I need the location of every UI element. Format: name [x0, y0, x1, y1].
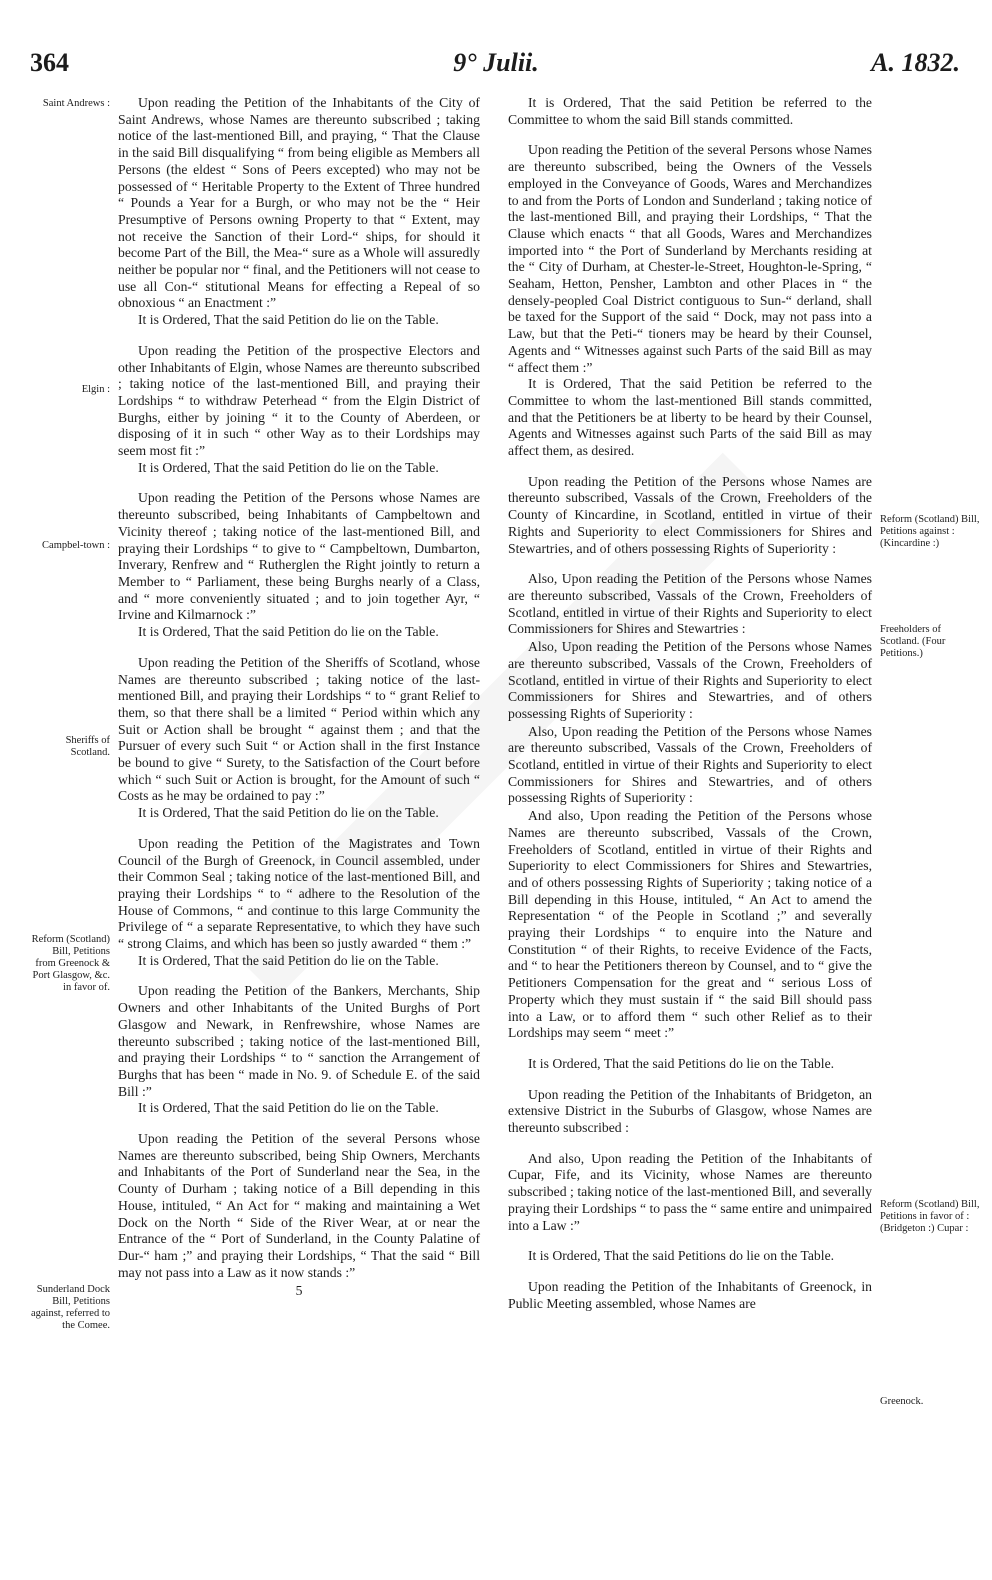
petition-paragraph: Upon reading the Petition of the several Persons whose Names are thereunto subscribed, being the Owners of the Vessels employed in the Conveyance of Goods, Wares and Merchandizes to and from the Ports of London and Sunderland ; taking notice of the last-mentioned Bill, and praying their Lordships, “ That the Clause which enacts “ that all Goods, Wares and Merchandizes imported into “ the Port of Sunderland by Merchants residing at the “ City of Durham, at Chester-le-Street, Houghton-le-Spring, “ Seaham, Hetton, Pensher, Lambton and other Places in “ the densely-peopled Coal District contiguous to Sun-“ derland, shall be taxed for the Support of the said “ Dock, may not pass into a Law, but that the Peti-“ tioners may be heard by their Counsel, Agents and “ Witnesses against such Parts of the said Bill as may “ affect them :” [508, 142, 873, 375]
right-column [508, 95, 872, 1312]
page-date: 9° Julii. [453, 48, 539, 77]
petition-paragraph: Upon reading the Petition of the Inhabitants of Greenock, in Public Meeting assembled, whose Names are [508, 1279, 872, 1311]
margin-note-right: Reform (Scotland) Bill, Petitions in favor of : (Bridgeton :) Cupar : [880, 1199, 980, 1234]
petition-paragraph: Upon reading the Petition of the several Persons whose Names are thereunto subscribed, being Ship Owners, Merchants and Inhabitants of the Port of Sunderland near the Sea, in the County of Durham ; taking notice of a Bill depending in this House, intituled, “ An Act for “ making and maintaining a Wet Dock on the North “ Side of the River Wear, at or near the Entrance of the “ Port of Sunderland, in the County Palatine of Dur-“ ham ;” and praying their Lordships, “ That the said “ Bill may not pass into a Law as it now stands :” [118, 1131, 480, 1280]
left-column [118, 95, 480, 1300]
order-paragraph: It is Ordered, That the said Petition be referred to the Committee to whom the last-mentioned Bill stands committed, and that the Petitioners be at liberty to be heard by their Counsel, Agents and Witnesses against such Parts of the said Bill as may affect them, as desired. [508, 376, 872, 459]
margin-note-left: Reform (Scotland) Bill, Petitions from Greenock & Port Glasgow, &c. in favor of. [31, 934, 110, 993]
petition-paragraph: Upon reading the Petition of the Sheriffs of Scotland, whose Names are thereunto subscribed ; taking notice of the last-mentioned Bill, and praying their Lordships “ to “ grant Relief to them, so that there shall be a limited “ Period within which any Suit or Action shall be brought “ against them ; and that the Pursuer of every such Suit “ or Action shall in the first Instance be bound to give “ Surety, to the Satisfaction of the Court before which “ such Suit or Action is brought, for the Amount of such “ Costs as he may be ordained to pay :” [118, 654, 480, 804]
petition-paragraph: And also, Upon reading the Petition of the Inhabitants of Cupar, Fife, and its Vicinity, whose Names are thereunto subscribed ; taking notice of the last-mentioned Bill, and severally praying their Lordships “ to pass the “ same entire and unimpaired into a Law :” [508, 1150, 872, 1233]
margin-note-left: Sheriffs of Scotland. [65, 735, 110, 758]
petition-paragraph: Also, Upon reading the Petition of the Persons whose Names are thereunto subscribed, Vassals of the Crown, Freeholders of Scotland, entitled in virtue of their Rights and Superiority to elect Commissioners for Shires and Stewartries : [508, 571, 872, 637]
petition-paragraph: Upon reading the Petition of the Persons whose Names are thereunto subscribed, being Inhabitants of Campbeltown and Vicinity thereof ; taking notice of the last-mentioned Bill, and praying their Lordships “ to give to “ Campbeltown, Dumbarton, Inverary, Renfrew and “ Rutherglen the Right jointly to return a Member to “ Parliament, these being Burghs nearly of a Class, and “ more conveniently situated ; and to join together Ayr, “ Irvine and Kilmarnock :” [118, 490, 480, 623]
margin-note-right: Greenock. [880, 1396, 924, 1407]
petition-paragraph: Upon reading the Petition of the Inhabitants of Bridgeton, an extensive District in the Suburbs of Glasgow, whose Names are thereunto subscribed : [508, 1086, 872, 1136]
margin-note-left: Sunderland Dock Bill, Petitions against, referred to the Comee. [30, 1284, 110, 1331]
petition-paragraph: Upon reading the Petition of the Bankers, Merchants, Ship Owners and other Inhabitants of the United Burghs of Port Glasgow and Newark, in Renfrewshire, whose Names are thereunto subscribed ; taking notice of the last-mentioned Bill, and praying their Lordships “ to “ sanction the Arrangement of Burghs that has been “ made in No. 9. of Schedule E. of the said Bill :” [118, 983, 480, 1099]
petition-paragraph: Upon reading the Petition of the prospective Electors and other Inhabitants of Elgin, whose Names are thereunto subscribed ; taking notice of the last-mentioned Bill, and praying their Lordships “ to withdraw Peterhead “ from the Elgin District of Burghs, either by joining “ it to the County of Aberdeen, or disposing of it in such “ other Way as to their Lordships may seem most fit :” [118, 342, 480, 459]
order-paragraph: It is Ordered, That the said Petition do lie on the Table. [138, 805, 439, 821]
order-paragraph: It is Ordered, That the said Petition do lie on the Table. [138, 1100, 439, 1116]
order-paragraph: It is Ordered, That the said Petitions do lie on the Table. [528, 1055, 835, 1071]
order-paragraph: It is Ordered, That the said Petition do lie on the Table. [138, 624, 439, 640]
petition-paragraph: Also, Upon reading the Petition of the Persons whose Names are thereunto subscribed, Vassals of the Crown, Freeholders of Scotland, entitled in virtue of their Rights and Superiority to elect Commissioners for Shires and Stewartries, and of others possessing Rights of Superiority : [508, 723, 872, 806]
page-year: A. 1832. [871, 48, 960, 77]
petition-paragraph: Also, Upon reading the Petition of the Persons whose Names are thereunto subscribed, Vassals of the Crown, Freeholders of Scotland, entitled in virtue of their Rights and Superiority to elect Commissioners for Shires and Stewartries, and of others possessing Rights of Superiority : [508, 639, 872, 721]
petition-paragraph: And also, Upon reading the Petition of the Persons whose Names are thereunto subscribed, Vassals of the Crown, Freeholders of Scotland, entitled in virtue of their Rights and Superiority to elect Commissioners for Shires and Stewartries, and of others possessing Rights of Superiority ; taking notice of a Bill depending in this House, intituled, “ An Act to amend the Representation “ of the People in Scotland ;” and severally praying their Lordships “ to enquire into the Nature and Constitution “ of their Rights, to receive Evidence of the Facts, and “ to hear the Petitioners thereon by Counsel, and to “ give the Petitioners Compensation for the great and “ serious Loss of Property which they must sustain if “ the said Bill should pass into a Law, or to afford them “ such other Relief as to their Lordships may seem “ meet :” [508, 808, 872, 1041]
order-paragraph: It is Ordered, That the said Petition do lie on the Table. [138, 459, 439, 475]
order-paragraph: It is Ordered, That the said Petition do lie on the Table. [138, 952, 439, 968]
petition-paragraph: Upon reading the Petition of the Persons whose Names are thereunto subscribed, Vassals of the Crown, Freeholders of the County of Kincardine, in Scotland, entitled in virtue of their Rights and Superiority to elect Commissioners for Shires and Stewartries, and of others possessing Rights of Superiority : [508, 473, 872, 556]
margin-note-right: Freeholders of Scotland. (Four Petitions.) [880, 624, 946, 659]
signature-mark: 5 [295, 1283, 303, 1299]
order-paragraph: It is Ordered, That the said Petitions do lie on the Table. [528, 1248, 835, 1264]
order-paragraph: It is Ordered, That the said Petition do lie on the Table. [138, 312, 439, 328]
margin-note-left: Saint Andrews : [42, 98, 110, 109]
margin-note-right: Reform (Scotland) Bill, Petitions against : (Kincardine :) [880, 514, 980, 549]
margin-note-left: Elgin : [81, 384, 110, 395]
order-paragraph: It is Ordered, That the said Petition be referred to the Committee to whom the said Bill stands committed. [508, 95, 872, 127]
margin-note-left: Campbel-town : [42, 540, 110, 551]
petition-paragraph: Upon reading the Petition of the Inhabitants of the City of Saint Andrews, whose Names are thereunto subscribed ; taking notice of the last-mentioned Bill, and praying, “ That the Clause in the said Bill disqualifying “ from being eligible as Members all Persons (the eldest “ Sons of Peers excepted) who may not be possessed of “ Heritable Property to the Extent of Three hundred “ Pounds a Year for a Burgh, or who may not be the “ Heir Presumptive of Persons owning Property to that “ Extent, may not receive the Sanction of their Lord-“ ships, for should it become Part of the Bill, the Mea-“ sure as a Whole will assuredly neither be popular nor “ final, and the Petitioners will not cease to use all Con-“ stitutional Means for effecting a Repeal of so obnoxious “ an Enactment :” [118, 95, 480, 311]
page-header [0, 0, 992, 90]
page-number: 364 [30, 48, 69, 77]
petition-paragraph: Upon reading the Petition of the Magistrates and Town Council of the Burgh of Greenock, in Council assembled, under their Common Seal ; taking notice of the last-mentioned Bill, and praying their Lordships “ to “ adhere to the Resolution of the House of Commons, “ and continue to this large Community the Privilege of “ a separate Representative, to which they have such “ strong Claims, and which has been so justly awarded “ them :” [118, 835, 480, 952]
